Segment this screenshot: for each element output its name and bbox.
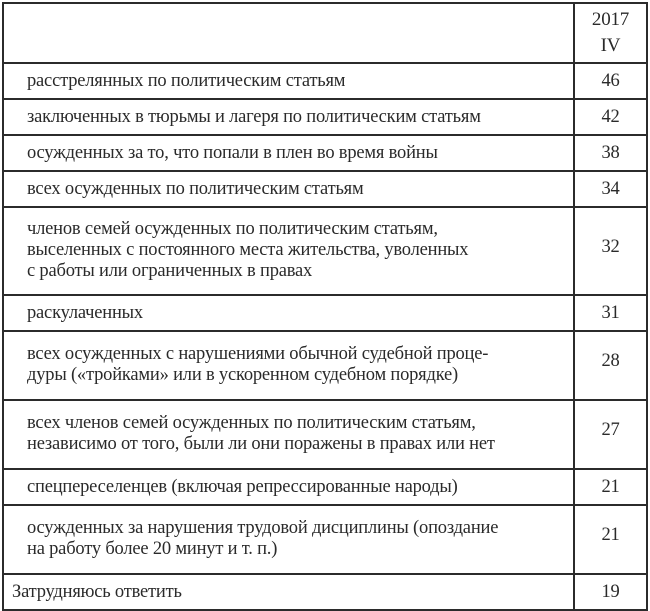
row-value: 31 [574, 295, 647, 331]
row-label [3, 207, 574, 295]
survey-table [2, 2, 648, 611]
table-row [3, 99, 647, 135]
header-label-cell [3, 3, 574, 63]
row-value: 34 [574, 171, 647, 207]
row-label: расстрелянных по политическим статьям [3, 63, 574, 99]
row-value: 21 [574, 469, 647, 505]
row-label [3, 400, 574, 469]
row-value: 42 [574, 99, 647, 135]
row-label: Затрудняюсь ответить [3, 574, 574, 610]
table-row [3, 400, 647, 469]
table-row [3, 331, 647, 400]
row-label-line: на работу более 20 минут и т. п.) [27, 539, 278, 559]
table-row [3, 171, 647, 207]
header-year: 2017 [591, 9, 630, 30]
row-label-line: осужденных за нарушения трудовой дисциплины (опоздание [27, 518, 499, 538]
table-row [3, 63, 647, 99]
table-row [3, 469, 647, 505]
row-label-line: выселенных с постоянного места жительства, уволенных [27, 240, 469, 260]
row-value: 38 [574, 135, 647, 171]
row-label-line: всех членов семей осужденных по политическим статьям, [27, 413, 476, 433]
row-label-line: независимо от того, были ли они поражены в правах или нет [27, 434, 495, 454]
table-row-hard-to-answer [3, 574, 647, 610]
row-label: спецпереселенцев (включая репрессированные народы) [3, 469, 574, 505]
row-value: 28 [574, 331, 647, 400]
row-label-line: с работы или ограниченных в правах [27, 261, 313, 281]
table-row [3, 207, 647, 295]
table-header-row [3, 3, 647, 63]
row-label-line: всех осужденных с нарушениями обычной судебной проце- [27, 344, 489, 364]
row-label [3, 331, 574, 400]
row-label: осужденных за то, что попали в плен во время войны [3, 135, 574, 171]
row-label [3, 505, 574, 574]
row-value: 46 [574, 63, 647, 99]
row-value: 27 [574, 400, 647, 469]
row-label: раскулаченных [3, 295, 574, 331]
row-label-line: членов семей осужденных по политическим статьям, [27, 219, 438, 239]
row-value: 19 [574, 574, 647, 610]
row-value: 21 [574, 505, 647, 574]
header-year-cell [574, 3, 647, 63]
header-wave: IV [600, 35, 621, 56]
table-row [3, 295, 647, 331]
table-row [3, 505, 647, 574]
row-value: 32 [574, 207, 647, 295]
row-label: заключенных в тюрьмы и лагеря по политическим статьям [3, 99, 574, 135]
row-label: всех осужденных по политическим статьям [3, 171, 574, 207]
row-label-line: дуры («тройками» или в ускоренном судебном порядке) [27, 365, 458, 385]
table-row [3, 135, 647, 171]
